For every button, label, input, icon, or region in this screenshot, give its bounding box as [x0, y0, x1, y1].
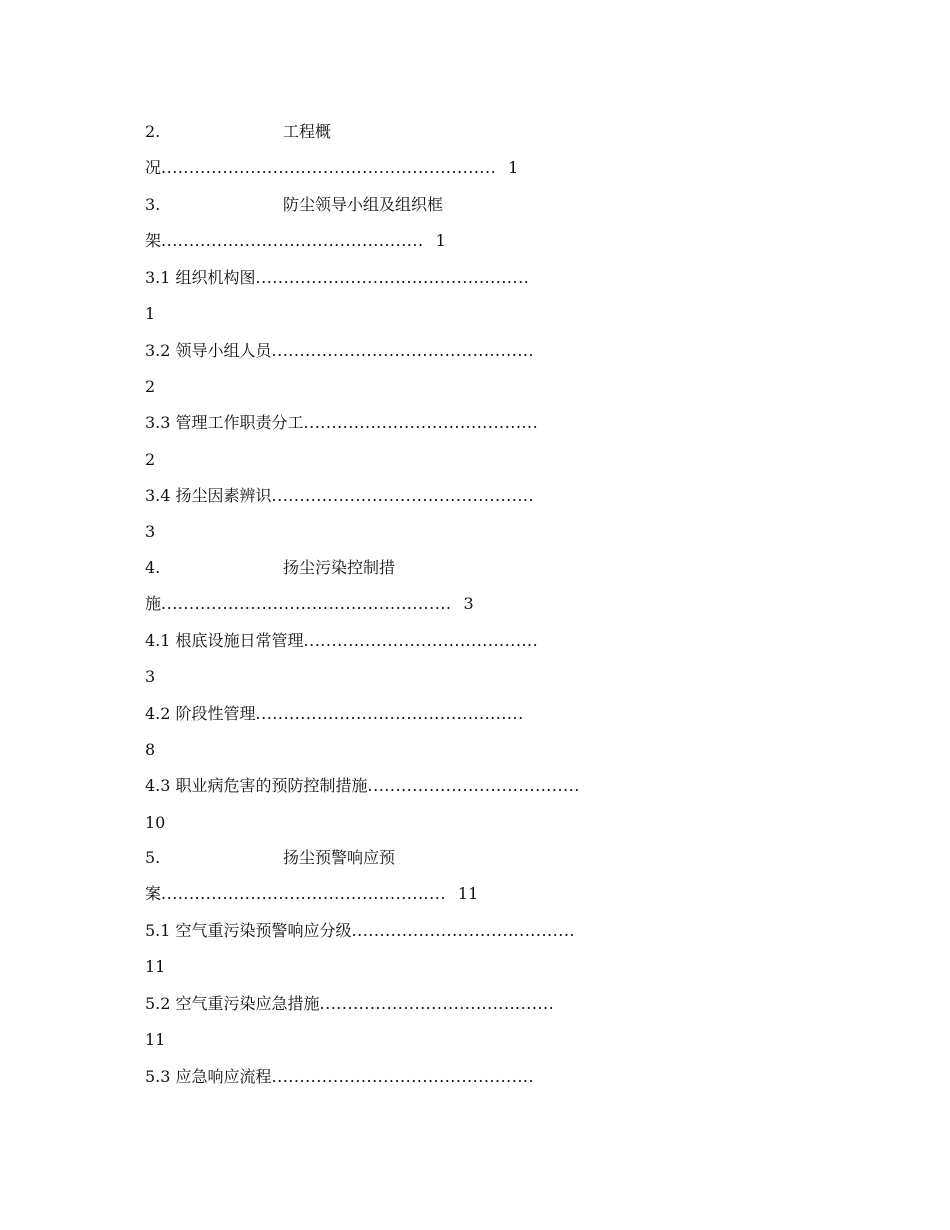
toc-title: 工程概 [283, 122, 332, 141]
toc-item-title: 4.1 根底设施日常管理 [145, 631, 304, 650]
toc-page-number: 11 [457, 884, 479, 903]
toc-leader: ................................................... [161, 884, 446, 903]
toc-title: 扬尘预警响应预 [283, 848, 396, 867]
toc-leader: ................................................ [255, 704, 524, 723]
toc-leader: ............................................... [271, 341, 535, 360]
toc-item-3-2-page [145, 377, 155, 397]
toc-page-number: 1 [145, 304, 156, 323]
toc-leader: ............................................................ [161, 158, 497, 177]
toc-number: 2. [145, 122, 161, 141]
toc-item-4-3-page [145, 813, 165, 833]
toc-item-3-1 [145, 268, 529, 288]
toc-page-number: 2 [145, 377, 156, 396]
toc-item-4-2 [145, 704, 524, 724]
toc-item-3-3 [145, 413, 538, 433]
toc-leader: .......................................... [319, 994, 555, 1013]
toc-title: 扬尘污染控制措 [283, 558, 396, 577]
toc-leader: ...................................... [367, 776, 580, 795]
toc-title: 防尘领导小组及组织框 [283, 195, 444, 214]
toc-page-number: 11 [145, 1030, 166, 1049]
toc-item-title: 3.4 扬尘因素辨识 [145, 486, 272, 505]
toc-item-4-2-page [145, 740, 155, 760]
toc-heading-4-cont [145, 594, 474, 614]
toc-leader: ............................................... [161, 231, 424, 250]
toc-leader: .......................................... [303, 413, 539, 432]
toc-heading-5-cont [145, 884, 478, 904]
toc-leader: ............................................... [271, 1067, 535, 1086]
toc-item-3-3-page [145, 450, 155, 470]
toc-heading-4 [145, 558, 395, 578]
toc-leader: .......................................... [303, 631, 539, 650]
toc-leader: ........................................ [351, 921, 575, 940]
toc-title-cont: 况 [145, 158, 162, 177]
toc-item-5-1-page [145, 957, 165, 977]
toc-heading-2-cont [145, 158, 518, 178]
toc-item-5-3 [145, 1067, 534, 1087]
toc-heading-3 [145, 195, 443, 215]
toc-page-number: 11 [145, 957, 166, 976]
toc-item-3-4 [145, 486, 534, 506]
toc-heading-2 [145, 122, 331, 142]
toc-title-cont: 施 [145, 594, 162, 613]
toc-item-title: 5.3 应急响应流程 [145, 1067, 272, 1086]
toc-number: 5. [145, 848, 161, 867]
toc-item-title: 4.2 阶段性管理 [145, 704, 256, 723]
toc-item-title: 5.1 空气重污染预警响应分级 [145, 921, 352, 940]
toc-page-number: 10 [145, 813, 166, 832]
toc-item-3-1-page [145, 304, 155, 324]
toc-item-4-3 [145, 776, 580, 796]
toc-item-4-1 [145, 631, 538, 651]
toc-page-number: 1 [508, 158, 519, 177]
toc-leader: ................................................. [255, 268, 530, 287]
toc-item-title: 3.2 领导小组人员 [145, 341, 272, 360]
toc-item-title: 3.1 组织机构图 [145, 268, 256, 287]
toc-page-number: 1 [435, 231, 446, 250]
toc-heading-3-cont [145, 231, 446, 251]
toc-title-cont: 案 [145, 884, 162, 903]
toc-leader: .................................................... [161, 594, 452, 613]
toc-item-3-2 [145, 341, 534, 361]
toc-heading-5 [145, 848, 395, 868]
toc-page-number: 3 [463, 594, 474, 613]
toc-page-number: 2 [145, 450, 156, 469]
toc-item-title: 5.2 空气重污染应急措施 [145, 994, 320, 1013]
toc-leader: ............................................... [271, 486, 535, 505]
toc-title-cont: 架 [145, 231, 162, 250]
toc-item-4-1-page [145, 667, 155, 687]
toc-item-5-1 [145, 921, 575, 941]
toc-page-number: 3 [145, 522, 156, 541]
toc-item-5-2-page [145, 1030, 165, 1050]
toc-number: 4. [145, 558, 161, 577]
toc-page-number: 8 [145, 740, 156, 759]
toc-page-number: 3 [145, 667, 156, 686]
toc-item-title: 4.3 职业病危害的预防控制措施 [145, 776, 368, 795]
toc-item-3-4-page [145, 522, 155, 542]
toc-item-5-2 [145, 994, 554, 1014]
toc-item-title: 3.3 管理工作职责分工 [145, 413, 304, 432]
toc-number: 3. [145, 195, 161, 214]
